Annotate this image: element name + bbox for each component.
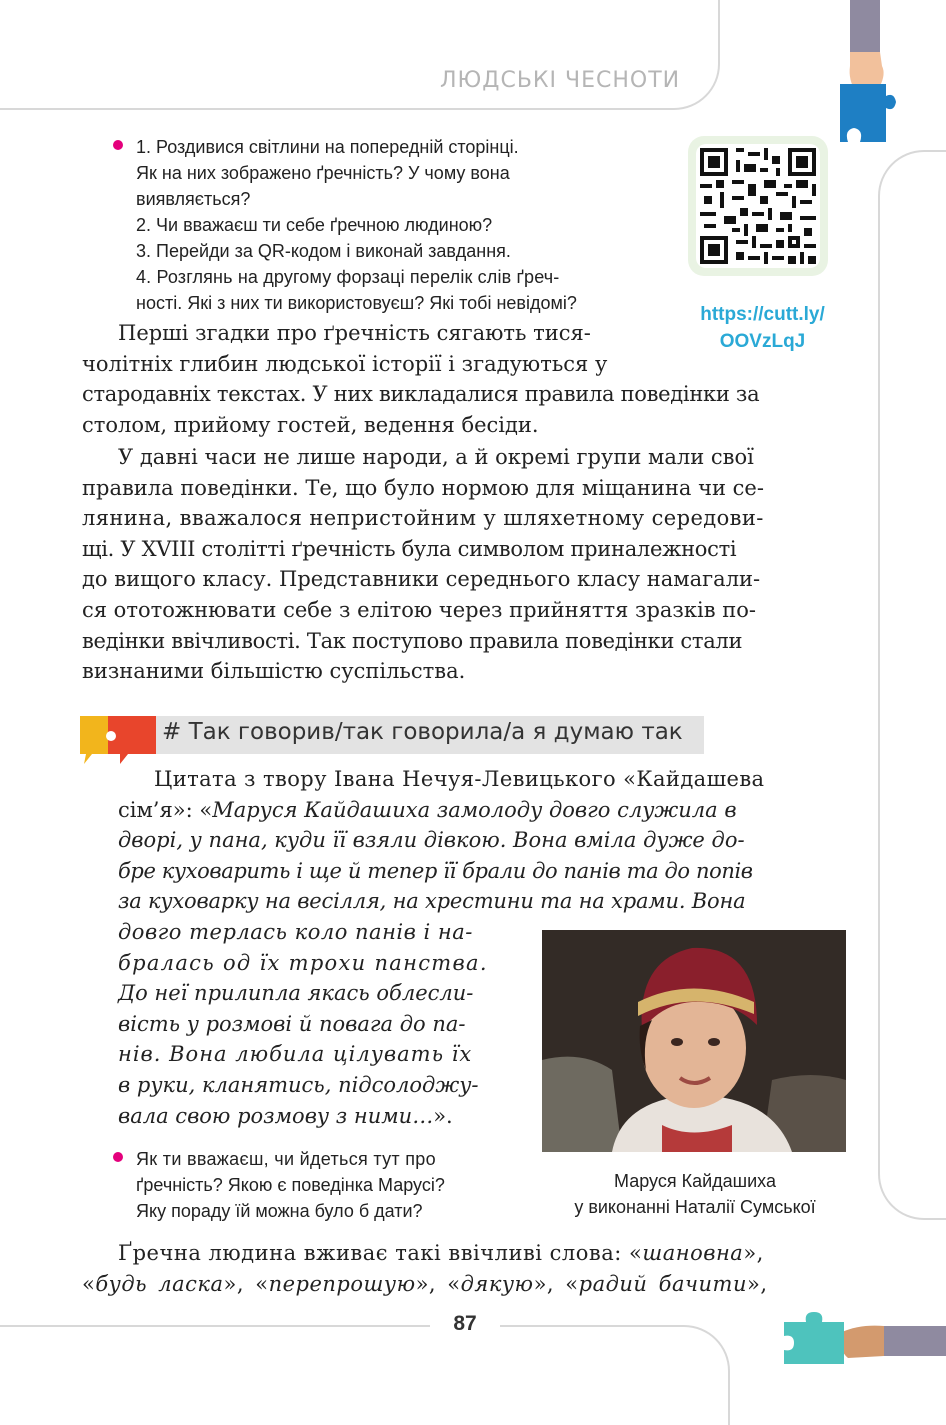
paragraph-1-cont	[82, 349, 759, 441]
text-line: довго терлась коло панів і на-	[118, 919, 473, 944]
bullet-dot	[113, 140, 123, 150]
question-line: ності. Які з них ти використовуєш? Які тобі невідомі?	[136, 293, 577, 313]
page-number: 87	[453, 1312, 477, 1335]
bullet-dot	[113, 1152, 123, 1162]
text-line: до вищого класу. Представники середнього класу намагали-	[82, 567, 761, 592]
caption-line: у виконанні Наталії Сумської	[574, 1197, 816, 1217]
running-header: ЛЮДСЬКІ ЧЕСНОТИ	[440, 68, 681, 93]
qr-link-line1: https://cutt.ly/	[700, 304, 825, 325]
text-line: за куховарку на весілля, на хрестини та на храми. Вона	[118, 889, 746, 914]
text-line: правила поведінки. Те, що було нормою для міщанина чи се-	[82, 475, 764, 500]
word-italic: будь ласка	[95, 1271, 224, 1296]
question-line: 1. Роздивися світлини на попередній сторінці.	[136, 137, 519, 157]
qr-link-line2: OOVzLqJ	[719, 331, 806, 352]
section-title: # Так говорив/так говорила/а я думаю так	[162, 719, 683, 745]
question-list	[136, 134, 666, 316]
quote-plain: сім’я»: «	[118, 797, 213, 822]
question-line: виявляється?	[136, 189, 251, 209]
question-line: Яку пораду їй можна було б дати?	[136, 1201, 423, 1221]
text-line: ся ототожнювати себе з елітою через прийняття зразків по-	[82, 597, 756, 622]
word-italic: радий бачити	[578, 1271, 747, 1296]
text-line: Перші згадки про ґречність сягають тися-	[118, 321, 591, 345]
quote-source: Цитата з твору Івана Нечуя-Левицького «Кайдашева	[154, 767, 765, 791]
text-line	[82, 1238, 768, 1269]
text-line	[118, 764, 764, 795]
paragraph-3	[82, 1238, 768, 1299]
text-line: До неї прилипла якась облесли-	[118, 981, 474, 1006]
text-plain: «	[255, 1271, 269, 1296]
word-italic: шановна	[642, 1241, 744, 1265]
actress-photo-illustration	[542, 930, 846, 1152]
question-line: 3. Перейди за QR-кодом і виконай завдання.	[136, 241, 511, 261]
page-frame-bottom-line	[0, 1325, 430, 1327]
text-line: дворі, у пана, куди її взяли дівкою. Вона вміла дуже до-	[118, 828, 745, 853]
text-line	[118, 795, 764, 826]
word-italic: перепрошую	[268, 1271, 416, 1296]
question-line: Як ти вважаєш, чи йдеться тут про	[136, 1149, 436, 1169]
page-frame-top	[0, 0, 720, 110]
page-frame-bottom-right	[500, 1325, 730, 1425]
text-line: визнаними більшістю суспільства.	[82, 659, 466, 684]
paragraph-1	[118, 318, 591, 349]
text-line: бралась од їх трохи панства.	[118, 950, 488, 975]
question-2	[136, 1146, 536, 1224]
speech-bubbles-icon	[80, 714, 160, 766]
text-line: чолітніх глибин людської історії і згадуються у	[82, 351, 608, 376]
paragraph-2	[82, 442, 764, 687]
text-plain: »,	[747, 1271, 768, 1296]
text-plain: «	[565, 1271, 579, 1296]
quote-italic-end: вала свою розмову з ними…	[118, 1103, 434, 1128]
text-plain: Ґречна людина вживає такі ввічливі слова: «	[118, 1241, 643, 1265]
text-plain: »,	[415, 1271, 448, 1296]
word-italic: дякую	[460, 1271, 534, 1296]
text-line	[82, 1269, 768, 1300]
question-line: 2. Чи вважаєш ти себе ґречною людиною?	[136, 215, 493, 235]
question-line: Як на них зображено ґречність? У чому вона	[136, 163, 510, 183]
text-plain: »,	[743, 1241, 764, 1265]
question-line: ґречність? Якою є поведінка Марусі?	[136, 1175, 445, 1195]
text-plain: «	[82, 1271, 96, 1296]
text-line: нів. Вона любила цілувать їх	[118, 1042, 473, 1067]
qr-code-icon	[696, 144, 820, 268]
quote-close: ».	[433, 1103, 453, 1128]
text-plain: »,	[533, 1271, 566, 1296]
qr-link[interactable]	[680, 301, 845, 355]
hand-teal-puzzle-icon	[780, 1310, 946, 1370]
hand-puzzle-icon	[836, 0, 946, 145]
text-line: лянина, вважалося непристойним у шляхетному середови-	[82, 506, 764, 531]
quote-intro	[118, 764, 764, 825]
text-line: стародавніх текстах. У них викладалися правила поведінки за	[82, 382, 760, 407]
text-line: вість у розмові й повага до па-	[118, 1011, 466, 1036]
photo-actress	[542, 930, 846, 1152]
page-frame-right	[878, 150, 946, 1220]
text-line: столом, прийому гостей, ведення бесіди.	[82, 412, 539, 437]
text-plain: «	[447, 1271, 461, 1296]
text-line: ведінки ввічливості. Так поступово правила поведінки стали	[82, 628, 743, 653]
text-line: щі. У XVIII столітті ґречність була символом приналежності	[82, 536, 737, 561]
text-line: У давні часи не лише народи, а й окремі групи мали свої	[118, 445, 754, 469]
text-line: бре куховарить і ще й тепер її брали до панів та до попів	[118, 858, 753, 883]
qr-code[interactable]	[688, 136, 828, 276]
text-plain: »,	[223, 1271, 256, 1296]
question-line: 4. Розглянь на другому форзаці перелік слів ґреч-	[136, 267, 560, 287]
caption-line: Маруся Кайдашиха	[614, 1171, 776, 1191]
photo-caption	[540, 1168, 850, 1220]
text-line: в руки, кланятись, підсолоджу-	[118, 1072, 479, 1097]
quote-italic: Маруся Кайдашиха замолоду довго служила в	[212, 797, 737, 822]
